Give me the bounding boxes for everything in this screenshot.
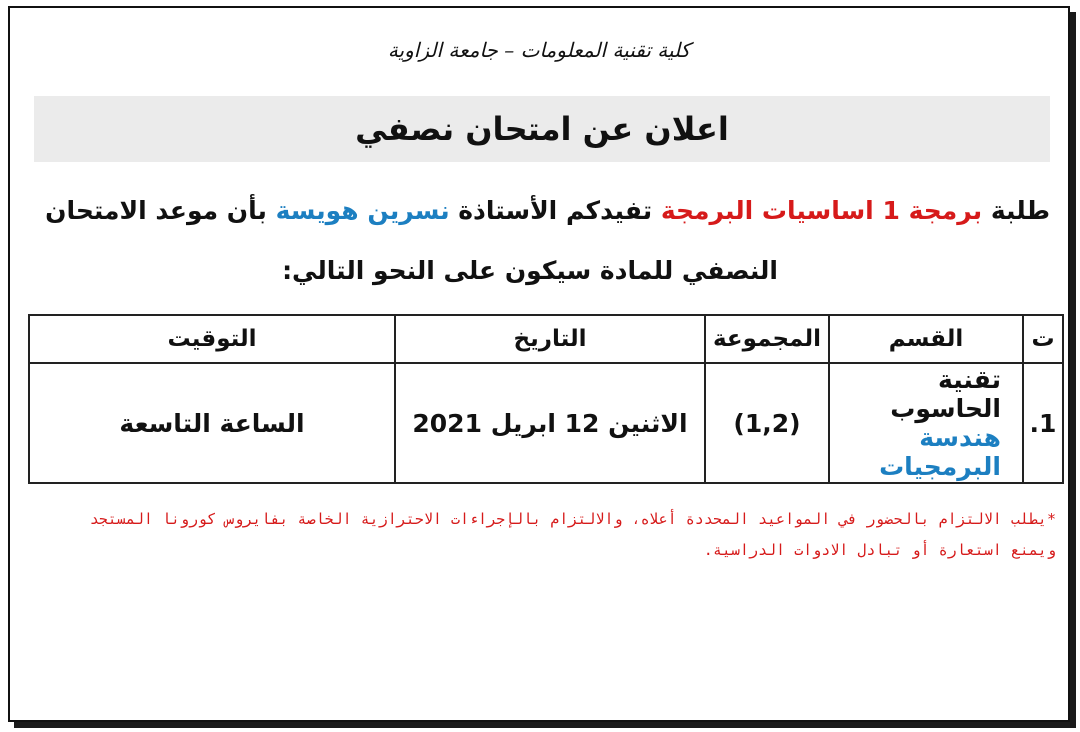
header-time: التوقيت	[29, 315, 395, 363]
specialization-name: هندسة البرمجيات	[879, 423, 1001, 481]
table-row	[29, 363, 1063, 483]
group-value: (1,2)	[733, 408, 801, 438]
cell-time: الساعة التاسعة	[29, 363, 395, 483]
exam-table	[28, 314, 1064, 484]
college-header: كلية تقنية المعلومات – جامعة الزاوية	[387, 38, 691, 62]
cell-num: 1.	[1023, 363, 1063, 483]
requirements-note: *يطلب الالتزام بالحضور في المواعيد المحددة أعلاه، والالتزام بالإجراءات الاحترازية الخاصة بفايروس كورونا المستجد ويمنع استعارة أو تبادل الادوات الدراسية.	[89, 510, 1056, 559]
department-name: تقنية الحاسوب	[890, 365, 1001, 423]
title-banner	[34, 96, 1050, 162]
announcement-line-1	[45, 196, 1050, 225]
table-header-row	[29, 315, 1063, 363]
header-department: القسم	[829, 315, 1023, 363]
announcement-line-2: النصفي للمادة سيكون على النحو التالي:	[282, 256, 778, 285]
text-informs: تفيدكم الأستاذة	[449, 196, 661, 225]
text-students: طلبة	[982, 196, 1050, 225]
teacher-name: نسرين هويسة	[275, 196, 450, 225]
text-exam-date: بأن موعد الامتحان	[45, 196, 276, 225]
header-date: التاريخ	[395, 315, 705, 363]
cell-date: الاثنين 12 ابريل 2021	[395, 363, 705, 483]
cell-department	[829, 363, 1023, 483]
page-title: اعلان عن امتحان نصفي	[355, 110, 729, 148]
cell-group	[705, 363, 829, 483]
header-num: ت	[1023, 315, 1063, 363]
announcement-frame	[8, 6, 1070, 722]
header-group: المجموعة	[705, 315, 829, 363]
subject-name: برمجة 1 اساسيات البرمجة	[660, 196, 983, 225]
